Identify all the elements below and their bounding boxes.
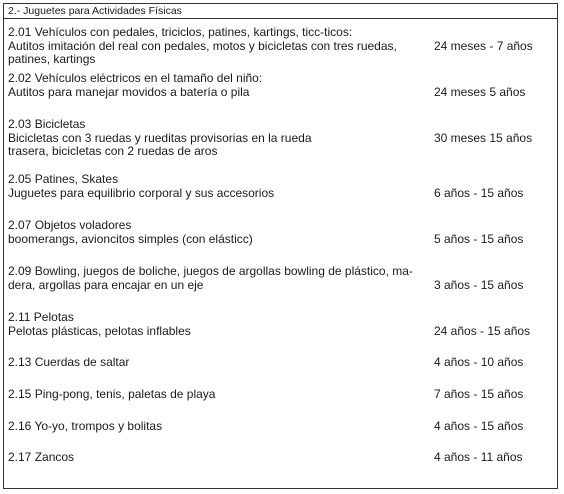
section-header: 2.- Juguetes para Actividades Físicas [4,4,557,19]
age-range: 5 años - 15 años [434,231,524,246]
entry-title: 2.13 Cuerdas de saltar [8,355,130,369]
age-range: 4 años - 15 años [434,419,524,433]
toy-category-table [3,3,558,489]
entry-2-01 [8,26,555,72]
entry-description: Bicicletas con 3 ruedas y rueditas provisorias en la rueda [8,130,312,145]
age-range: 3 años - 15 años [434,277,524,292]
age-range: 6 años - 15 años [434,185,524,200]
entry-2-16 [8,420,555,451]
entry-2-11 [8,311,555,356]
entry-description: boomerangs, avioncitos simples (con elásticc) [8,231,253,246]
entry-title: 2.07 Objetos voladores [8,218,132,232]
entry-title: 2.02 Vehículos eléctricos en el tamaño del niño: [8,71,263,85]
age-range: 24 meses 5 años [434,84,526,99]
entry-description-continued: trasera, bicicletas con 2 ruedas de aros [8,144,218,158]
age-range: 24 años - 15 años [434,323,531,338]
entry-description: Pelotas plásticas, pelotas inflables [8,323,191,338]
entry-2-05 [8,173,555,219]
entry-2-17 [8,451,555,471]
entry-title: 2.01 Vehículos con pedales, triciclos, patines, kartings, ticc-ticos: [8,25,353,39]
age-range: 4 años - 10 años [434,355,524,369]
entry-2-09 [8,265,555,311]
entry-title: 2.15 Ping-pong, tenis, paletas de playa [8,387,216,401]
table-body [4,19,557,471]
entry-description-continued: patines, kartings [8,52,96,66]
age-range: 7 años - 15 años [434,387,524,401]
age-range: 24 meses - 7 años [434,38,533,53]
entry-title: 2.16 Yo-yo, trompos y bolitas [8,419,163,433]
entry-title: 2.11 Pelotas [8,310,74,324]
age-range: 4 años - 11 años [434,450,523,464]
entry-title: 2.03 Bicicletas [8,117,86,131]
entry-description: dera, argollas para encajar en un eje [8,277,204,292]
entry-2-15 [8,388,555,420]
entry-title: 2.05 Patines, Skates [8,172,119,186]
entry-2-02 [8,72,555,118]
entry-title: 2.09 Bowling, juegos de boliche, juegos de argollas bowling de plástico, ma- [8,264,413,278]
age-range: 30 meses 15 años [434,130,533,145]
entry-2-13 [8,356,555,388]
entry-title: 2.17 Zancos [8,450,75,464]
entry-description: Autitos imitación del real con pedales, motos y bicicletas con tres ruedas, [8,38,397,53]
entry-description: Juguetes para equilibrio corporal y sus accesorios [8,185,275,200]
entry-2-07 [8,219,555,265]
entry-2-03 [8,118,555,173]
entry-description: Autitos para manejar movidos a batería o pila [8,84,250,99]
